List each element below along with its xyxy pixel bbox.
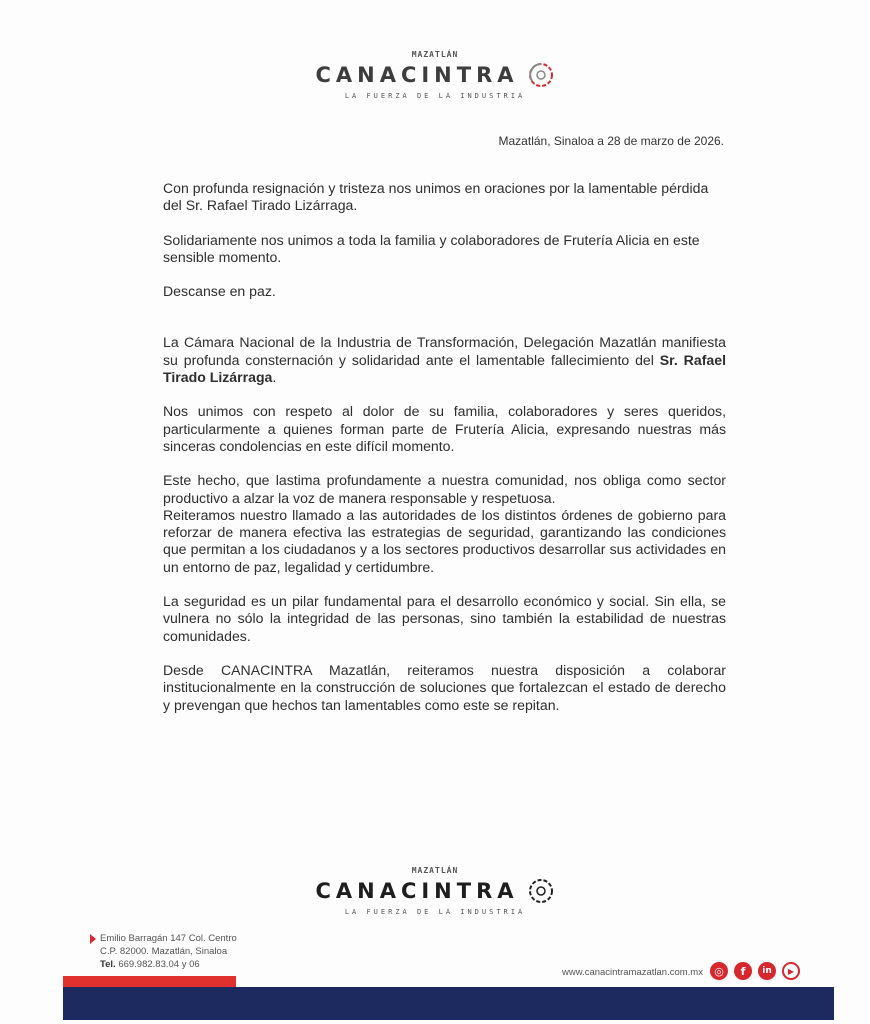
gear-emblem-icon	[527, 877, 555, 905]
linkedin-icon[interactable]: in	[758, 962, 776, 980]
address-line-2: C.P. 82000. Mazatlán, Sinaloa	[100, 946, 228, 957]
instagram-icon[interactable]: ◎	[710, 962, 728, 980]
paragraph-3: Descanse en paz.	[163, 283, 276, 300]
phone-label: Tel.	[100, 959, 116, 970]
logo-city: MAZATLÁN	[411, 866, 459, 875]
gear-emblem-icon	[527, 61, 555, 89]
footer-navy-band	[63, 987, 834, 1020]
letter-body	[163, 180, 726, 714]
paragraph-1: Con profunda resignación y tristeza nos unimos en oraciones por la lamentable pérdida del Sr. Rafael Tirado Lizárraga.	[163, 180, 709, 214]
logo-city: MAZATLÁN	[411, 50, 459, 59]
date-line: Mazatlán, Sinaloa a 28 de marzo de 2026.	[498, 134, 724, 148]
phone-line	[100, 958, 237, 971]
website-link[interactable]: www.canacintramazatlan.com.mx	[562, 967, 703, 978]
paragraph-6a: Este hecho, que lastima profundamente a nuestra comunidad, nos obliga como sector productivo a alzar la voz de manera responsable y respetuosa.	[163, 472, 726, 506]
address-arrow-icon	[90, 934, 96, 944]
footer-red-band	[63, 976, 236, 987]
paragraph-8: Desde CANACINTRA Mazatlán, reiteramos nuestra disposición a colaborar institucionalmente en la construcción de soluciones que fortalezcan el estado de derecho y prevengan que hechos tan lamentables como este se repitan.	[163, 661, 726, 713]
social-links	[710, 962, 800, 980]
youtube-icon[interactable]: ▶	[782, 962, 800, 980]
paragraph-6b: Reiteramos nuestro llamado a las autoridades de los distintos órdenes de gobierno para reforzar de manera efectiva las estrategias de seguridad, garantizando las condiciones que permitan a los ciudadanos y a los sectores productivos desarrollar sus actividades en un entorno de paz, legalidad y certidumbre.	[163, 506, 726, 575]
deceased-name: Sr. Rafael Tirado Lizárraga	[163, 351, 726, 386]
paragraph-4-end: .	[272, 369, 277, 386]
address-line-1: Emilio Barragán 147 Col. Centro	[100, 933, 237, 944]
paragraph-4	[163, 334, 726, 386]
logo-tagline: LA FUERZA DE LA INDUSTRIA	[344, 92, 526, 100]
paragraph-7: La seguridad es un pilar fundamental para el desarrollo económico y social. Sin ella, se vulnera no sólo la integridad de las personas, sino también la estabilidad de nuestras comunidades.	[163, 593, 726, 644]
footer-address	[100, 932, 237, 971]
footer-logo	[0, 866, 870, 916]
logo-wordmark: CANACINTRA	[315, 63, 519, 87]
paragraph-5: Nos unimos con respeto al dolor de su familia, colaboradores y seres queridos, particularmente a quienes forman parte de Frutería Alicia, expresando nuestras más sinceras condolencias en este difícil momento.	[163, 403, 726, 454]
facebook-icon[interactable]: f	[734, 962, 752, 980]
paragraph-2: Solidariamente nos unimos a toda la familia y colaboradores de Frutería Alicia en este sensible momento.	[163, 231, 700, 265]
logo-tagline: LA FUERZA DE LA INDUSTRIA	[344, 908, 526, 916]
paragraph-4-text: La Cámara Nacional de la Industria de Transformación, Delegación Mazatlán manifiesta su profunda consternación y solidaridad ante el lamentable fallecimiento del	[163, 334, 726, 368]
header-logo	[0, 50, 870, 100]
phone-value: 669.982.83.04 y 06	[118, 959, 200, 970]
logo-wordmark: CANACINTRA	[315, 879, 519, 903]
